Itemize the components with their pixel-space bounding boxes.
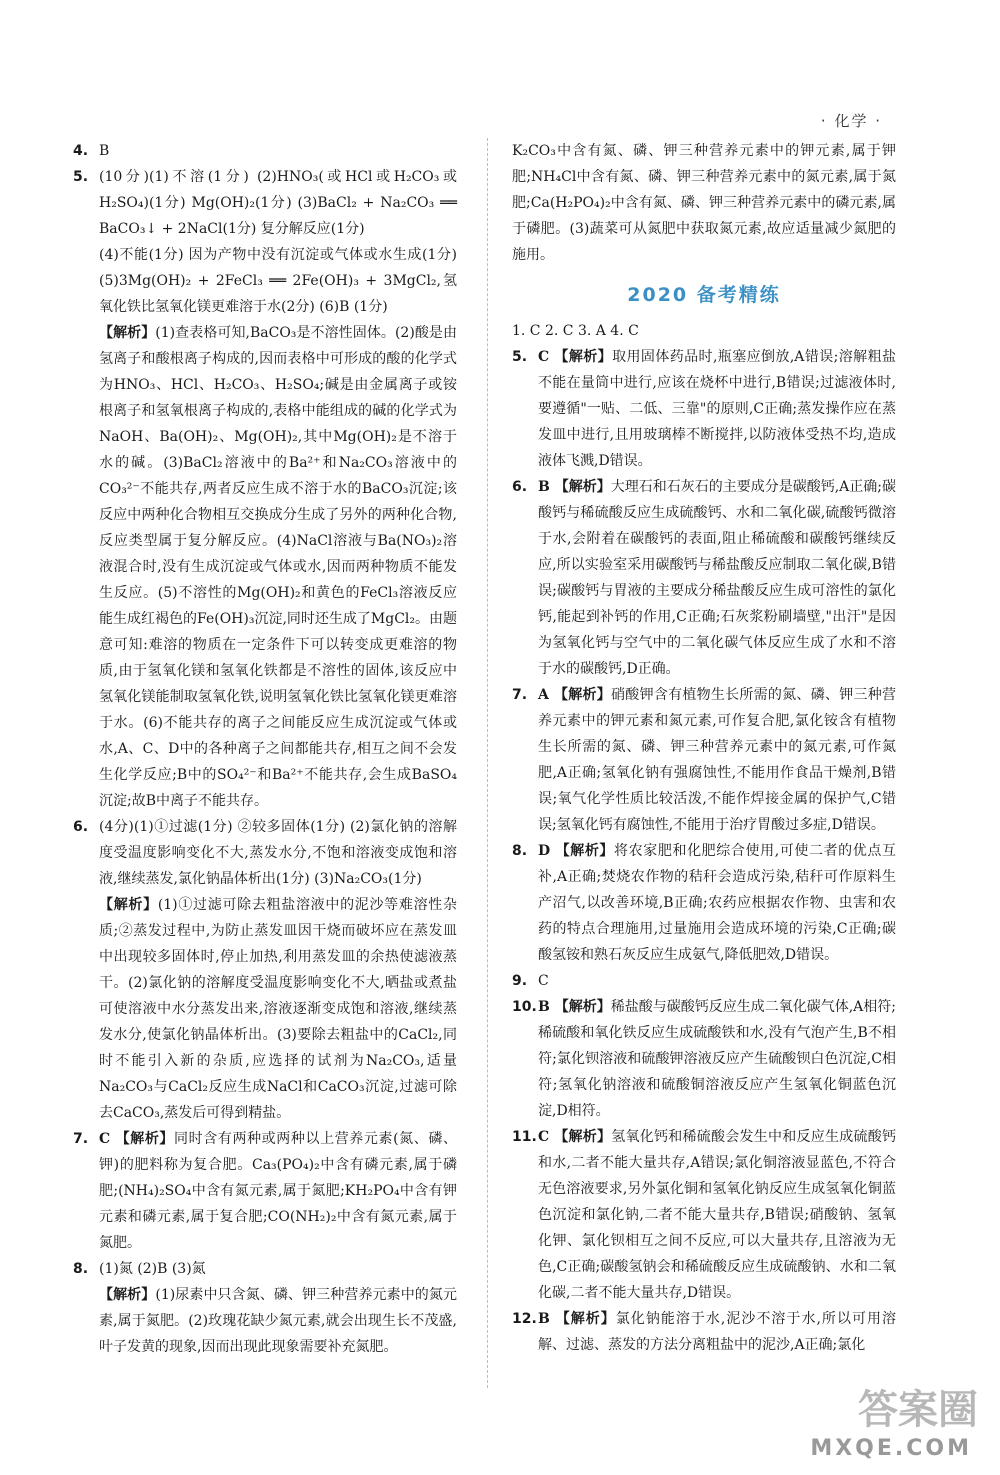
answer-item <box>73 814 457 892</box>
answer-text: C <box>538 973 549 989</box>
answer-item <box>73 1282 457 1360</box>
answer-text: 硝酸钾含有植物生长所需的氮、磷、钾三种营养元素中的钾元素和氮元素,可作复合肥,氯化铵含有植物生长所需的氮、磷、钾三种营养元素中的氮元素,可作氮肥,A正确;氢氧化钠有强腐蚀性,不能用作食品干燥剂,B错误;氧气化学性质比较活泼,不能作焊接金属的保护气,C错误;氢氧化钙有腐蚀性,不能用于治疗胃酸过多症,D错误。 <box>538 687 896 833</box>
question-number: 8. <box>512 843 528 859</box>
question-number: 4. <box>73 143 89 159</box>
answer-text: (1)尿素中只含氮、磷、钾三种营养元素中的氮元素,属于氮肥。(2)玫瑰花缺少氮元素,就会出现生长不茂盛,叶子发黄的现象,因而出现此现象需要补充氮肥。 <box>99 1287 457 1355</box>
answer-item <box>73 242 457 320</box>
question-number: 12. <box>512 1311 537 1327</box>
answer-text: B <box>99 143 110 159</box>
column-divider <box>487 138 488 1388</box>
answer-item <box>73 892 457 1126</box>
question-number: 10. <box>512 999 537 1015</box>
answer-text: 氢氧化钙和稀硫酸会发生中和反应生成硫酸钙和水,二者不能大量共存,A错误;氯化铜溶液显蓝色,不符合无色溶液要求,另外氯化铜和氢氧化钠反应生成氢氧化铜蓝色沉淀和氯化钠,二者不能大量共存,B错误;硝酸钠、氢氧化钾、氯化钡相互之间不反应,可以大量共存,且溶液为无色,C正确;碳酸氢钠会和稀硫酸反应生成硫酸钠、水和二氧化碳,二者不能大量共存,D错误。 <box>538 1129 896 1301</box>
question-number: 8. <box>73 1261 89 1277</box>
answer-text: (1)查表格可知,BaCO₃是不溶性固体。(2)酸是由氢离子和酸根离子构成的,因而表格中可形成的酸的化学式为HNO₃、HCl、H₂CO₃、H₂SO₄;碱是由金属离子或铵根离子和氢氧根离子构成的,表格中能组成的碱的化学式为NaOH、Ba(OH)₂、Mg(OH)₂,其中Mg(OH)₂是不溶于水的碱。(3)BaCl₂溶液中的Ba²⁺和Na₂CO₃溶液中的CO₃²⁻不能共存,两者反应生成不溶于水的BaCO₃沉淀;该反应中两种化合物相互交换成分生成了另外的两种化合物,反应类型属于复分解反应。(4)NaCl溶液与Ba(NO₃)₂溶液混合时,没有生成沉淀或气体或水,因而两种物质不能发生反应。(5)不溶性的Mg(OH)₂和黄色的FeCl₃溶液反应能生成红褐色的Fe(OH)₃沉淀,同时还生成了MgCl₂。由题意可知:难溶的物质在一定条件下可以转变成更难溶的物质,由于氢氧化镁和氢氧化铁都是不溶性的固体,该反应中氢氧化镁能制取氢氧化铁,说明氢氧化铁比氢氧化镁更难溶于水。(6)不能共存的离子之间能反应生成沉淀或气体或水,A、C、D中的各种离子之间都能共存,相互之间不会发生化学反应;B中的SO₄²⁻和Ba²⁺不能共存,会生成BaSO₄沉淀;故B中离子不能共存。 <box>99 325 458 809</box>
question-number: 5. <box>512 349 528 365</box>
answer-item <box>512 838 896 968</box>
answer-item <box>512 344 896 474</box>
left-column <box>73 138 457 1360</box>
section-title: 2020 备考精练 <box>627 284 781 306</box>
analysis-tag: 【解析】 <box>99 325 156 341</box>
answer-text: (4)不能(1分) 因为产物中没有沉淀或气体或水生成(1分) (5)3Mg(OH)₂ + 2FeCl₃ ══ 2Fe(OH)₃ + 3MgCl₂,氢氧化铁比氢氧化镁更难溶于水(2分) (6)B (1分) <box>99 247 457 315</box>
analysis-tag: C 【解析】 <box>538 349 613 365</box>
answer-text: 大理石和石灰石的主要成分是碳酸钙,A正确;碳酸钙与稀硫酸反应生成硫酸钙、水和二氧化碳,硫酸钙微溶于水,会附着在碳酸钙的表面,阻止稀硫酸和碳酸钙继续反应,所以实验室采用碳酸钙与稀盐酸反应制取二氧化碳,B错误;碳酸钙与胃液的主要成分稀盐酸反应生成可溶性的氯化钙,能起到补钙的作用,C正确;石灰浆粉刷墙壁,"出汗"是因为氢氧化钙与空气中的二氧化碳气体反应生成了水和不溶于水的碳酸钙,D正确。 <box>538 479 896 677</box>
analysis-tag: C 【解析】 <box>538 1129 612 1145</box>
answer-text: 取用固体药品时,瓶塞应倒放,A错误;溶解粗盐不能在量筒中进行,应该在烧杯中进行,B错误;过滤液体时,要遵循"一贴、二低、三靠"的原则,C正确;蒸发操作应在蒸发皿中进行,且用玻璃棒不断搅拌,以防液体受热不均,造成液体飞溅,D错误。 <box>538 349 896 469</box>
answer-item <box>512 1124 896 1306</box>
answer-item <box>73 1126 457 1256</box>
answer-item <box>512 968 896 994</box>
watermark-logo: 答案圈 <box>858 1387 978 1433</box>
answer-text: (1)氮 (2)B (3)氮 <box>99 1261 206 1277</box>
continued-analysis: K₂CO₃中含有氮、磷、钾三种营养元素中的钾元素,属于钾肥;NH₄Cl中含有氮、磷、钾三种营养元素中的氮元素,属于氮肥;Ca(H₂PO₄)₂中含有氮、磷、钾三种营养元素中的磷元素,属于磷肥。(3)蔬菜可从氮肥中获取氮元素,故应适量减少氮肥的施用。 <box>512 143 896 263</box>
question-number: 5. <box>73 169 89 185</box>
answer-item <box>73 1256 457 1282</box>
question-number: 7. <box>512 687 528 703</box>
answer-text: 将农家肥和化肥综合使用,可使二者的优点互补,A正确;焚烧农作物的秸秆会造成污染,秸秆可作原料生产沼气,以改善环境,B正确;农药应根据农作物、虫害和农药的特点合理施用,过量施用会造成环境的污染,C正确;碳酸氢铵和熟石灰反应生成氨气,降低肥效,D错误。 <box>538 843 896 963</box>
answer-item <box>73 164 457 242</box>
question-number: 7. <box>73 1131 89 1147</box>
analysis-tag: B 【解析】 <box>538 1311 616 1327</box>
question-number: 6. <box>512 479 528 495</box>
question-number: 11. <box>512 1129 537 1145</box>
analysis-tag: D 【解析】 <box>538 843 615 859</box>
answer-text: (1)①过滤可除去粗盐溶液中的泥沙等难溶性杂质;②蒸发过程中,为防止蒸发皿因干烧而破坏应在蒸发皿中出现较多固体时,停止加热,利用蒸发皿的余热使滤液蒸干。(2)氯化钠的溶解度受温度影响变化不大,晒盐或煮盐可使溶液中水分蒸发出来,溶液逐渐变成饱和溶液,继续蒸发水分,使氯化钠晶体析出。(3)要除去粗盐中的CaCl₂,同时不能引入新的杂质,应选择的试剂为Na₂CO₃,适量Na₂CO₃与CaCl₂反应生成NaCl和CaCO₃沉淀,过滤可除去CaCO₃,蒸发后可得到精盐。 <box>99 897 457 1121</box>
answer-item <box>512 682 896 838</box>
analysis-tag: B 【解析】 <box>538 999 611 1015</box>
answer-item <box>512 474 896 682</box>
answer-item <box>512 1306 896 1358</box>
answer-text: 稀盐酸与碳酸钙反应生成二氧化碳气体,A相符;稀硫酸和氧化铁反应生成硫酸铁和水,没有气泡产生,B不相符;氯化钡溶液和硫酸钾溶液反应产生硫酸钡白色沉淀,C相符;氢氧化钠溶液和硫酸铜溶液反应产生氢氧化铜蓝色沉淀,D相符。 <box>538 999 896 1119</box>
answer-text: (10分)(1)不溶(1分) (2)HNO₃(或HCl或H₂CO₃或H₂SO₄)(1分) Mg(OH)₂(1分) (3)BaCl₂ + Na₂CO₃ ══ BaCO₃↓ + 2NaCl(1分) 复分解反应(1分) <box>99 169 457 237</box>
analysis-tag: C 【解析】 <box>99 1131 175 1147</box>
answer-list <box>512 318 896 1358</box>
analysis-tag: 【解析】 <box>99 897 158 913</box>
answer-item <box>512 994 896 1124</box>
answer-text: 同时含有两种或两种以上营养元素(氮、磷、钾)的肥料称为复合肥。Ca₃(PO₄)₂中含有磷元素,属于磷肥;(NH₄)₂SO₄中含有氮元素,属于氮肥;KH₂PO₄中含有钾元素和磷元素,属于复合肥;CO(NH₂)₂中含有氮元素,属于氮肥。 <box>99 1131 457 1251</box>
question-number: 6. <box>73 819 89 835</box>
subject-header: · 化学 · <box>820 112 882 130</box>
watermark-url: MXQE.COM <box>810 1436 972 1461</box>
right-column <box>512 138 896 1358</box>
question-number: 9. <box>512 973 528 989</box>
answer-item <box>73 138 457 164</box>
answer-item <box>512 318 896 344</box>
answer-text: 氯化钠能溶于水,泥沙不溶于水,所以可用溶解、过滤、蒸发的方法分离粗盐中的泥沙,A正确;氯化 <box>538 1311 896 1353</box>
analysis-tag: B 【解析】 <box>538 479 611 495</box>
analysis-tag: 【解析】 <box>99 1287 156 1303</box>
answer-item <box>73 320 457 814</box>
answer-text: 1. C 2. C 3. A 4. C <box>512 323 639 339</box>
analysis-tag: A 【解析】 <box>538 687 612 703</box>
answer-text: (4分)(1)①过滤(1分) ②较多固体(1分) (2)氯化钠的溶解度受温度影响变化不大,蒸发水分,不饱和溶液变成饱和溶液,继续蒸发,氯化钠晶体析出(1分) (3)Na₂CO₃(1分) <box>99 819 457 887</box>
